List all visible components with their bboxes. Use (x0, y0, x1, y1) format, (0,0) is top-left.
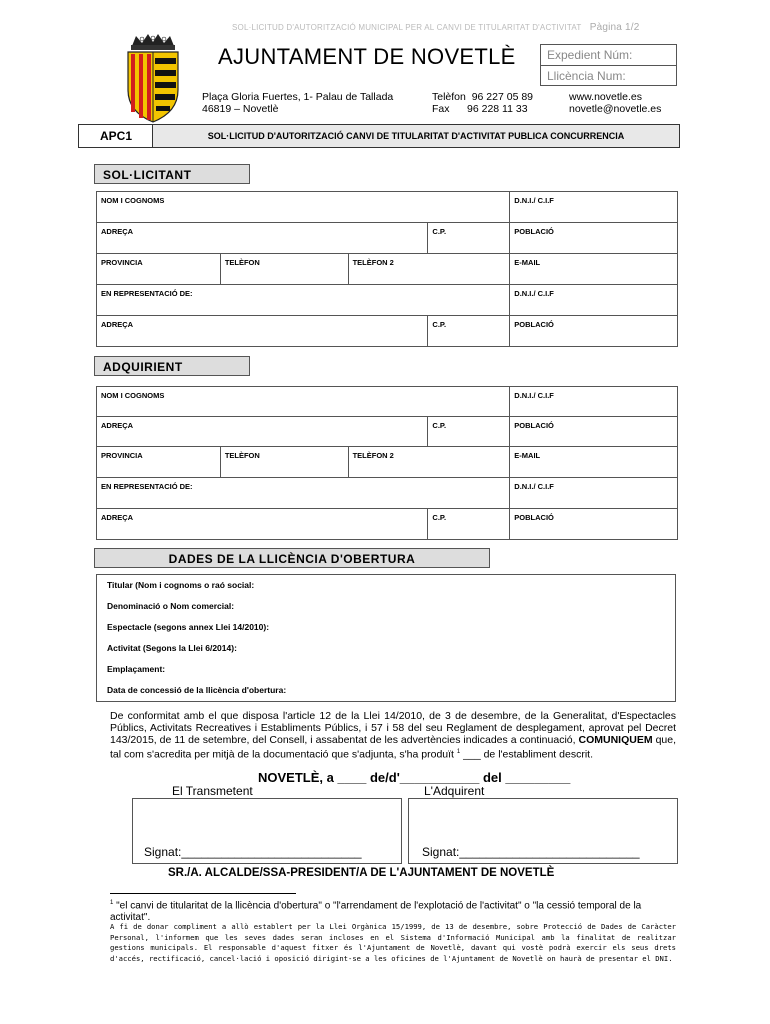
page-number: Pàgina 1/2 (589, 22, 640, 33)
coat-of-arms-logo (118, 32, 188, 124)
adreca-field[interactable]: ADREÇA (97, 223, 428, 254)
llicencia-heading: DADES DE LA LLICÈNCIA D'OBERTURA (94, 548, 490, 568)
telefon-field[interactable]: TELÈFON (220, 447, 348, 478)
cp-field[interactable]: C.P. (428, 417, 510, 447)
poblacio2-field[interactable]: POBLACIÓ (510, 316, 678, 347)
web-block (569, 91, 661, 115)
telefon2-field[interactable]: TELÈFON 2 (348, 447, 510, 478)
llicencia-box (96, 574, 676, 702)
expedient-field[interactable]: Expedient Núm: (541, 45, 676, 66)
transmetent-label: El Transmetent (172, 784, 253, 798)
adquirient-table (96, 386, 678, 540)
addressee: SR./A. ALCALDE/SSA-PRESIDENT/A DE L'AJUNTAMENT DE NOVETLÈ (168, 867, 555, 879)
representacio-field[interactable]: EN REPRESENTACIÓ DE: (97, 285, 510, 316)
signat-adquirent: Signat:___________________________ (422, 845, 640, 859)
adquirent-label: L'Adquirent (424, 784, 485, 798)
adreca2-field[interactable]: ADREÇA (97, 509, 428, 540)
declaration-paragraph (110, 710, 676, 761)
provincia-field[interactable]: PROVINCIA (97, 447, 221, 478)
data-concessio-field[interactable]: Data de concessió de la llicència d'obertura: (107, 685, 287, 695)
dni-field[interactable]: D.N.I./ C.I.F (510, 387, 678, 417)
declaration-tail: ___ de l'establiment descrit. (463, 748, 593, 761)
emplacament-field[interactable]: Emplaçament: (107, 664, 166, 674)
footnote-mark: 1 (110, 900, 114, 906)
phone-block (432, 91, 533, 115)
address-block (202, 91, 393, 115)
declaration-text: De conformitat amb el que disposa l'article 12 de la Llei 14/2010, de 3 de desembre, de la Generalitat, d'Espectacles Públics, Activitats Recreatives i Establiments Públics, i 57 i 58 del seu Reglament de desplegament, aprovat pel Decret 143/2015, de 11 de setembre, del Consell, i assabentat de les advertències indicades a continuació, (110, 710, 676, 746)
titular-field[interactable]: Titular (Nom i cognoms o raó social: (107, 580, 255, 590)
provincia-field[interactable]: PROVINCIA (97, 254, 221, 285)
sollicitant-table (96, 191, 678, 347)
top-line (232, 22, 640, 33)
place-date: NOVETLÈ, a ____ de/d'___________ del _________ (258, 770, 571, 785)
footnote (110, 897, 676, 924)
form-title: SOL·LICITUD D'AUTORITZACIÓ CANVI DE TITULARITAT D'ACTIVITAT PUBLICA CONCURRENCIA (152, 124, 680, 148)
email-link[interactable]: novetle@novetle.es (569, 103, 662, 115)
denominacio-field[interactable]: Denominació o Nom comercial: (107, 601, 235, 611)
dni2-field[interactable]: D.N.I./ C.I.F (510, 478, 678, 509)
sollicitant-heading: SOL·LICITANT (94, 164, 250, 184)
activitat-field[interactable]: Activitat (Segons la Llei 6/2014): (107, 643, 237, 653)
footnote-text: "el canvi de titularitat de la llicència d'obertura" o "l'arrendament de l'explotació de l'activitat" o "la cessió temporal de la activitat". (110, 900, 642, 924)
adreca-field[interactable]: ADREÇA (97, 417, 428, 447)
poblacio-field[interactable]: POBLACIÓ (510, 223, 678, 254)
espectacle-field[interactable]: Espectacle (segons annex Llei 14/2010): (107, 622, 270, 632)
cp2-field[interactable]: C.P. (428, 509, 510, 540)
footnote-divider (110, 893, 296, 894)
cp-field[interactable]: C.P. (428, 223, 510, 254)
footnote-ref: 1 (456, 749, 461, 755)
poblacio2-field[interactable]: POBLACIÓ (510, 509, 678, 540)
email-field[interactable]: E-MAIL (510, 254, 678, 285)
nom-field[interactable]: NOM I COGNOMS (97, 192, 510, 223)
cp2-field[interactable]: C.P. (428, 316, 510, 347)
page-title: AJUNTAMENT DE NOVETLÈ (218, 44, 516, 69)
form-code: APC1 (78, 124, 154, 148)
dni2-field[interactable]: D.N.I./ C.I.F (510, 285, 678, 316)
telefon2-field[interactable]: TELÈFON 2 (348, 254, 510, 285)
adquirient-heading: ADQUIRIENT (94, 356, 250, 376)
form-subtitle: SOL·LICITUD D'AUTORITZACIÓ MUNICIPAL PER AL CANVI DE TITULARITAT D'ACTIVITAT (232, 23, 582, 32)
expedient-box (540, 44, 677, 86)
privacy-notice: A fi de donar compliment a allò establert per la Llei Orgànica 15/1999, de 13 de desembre, sobre Protecció de Dades de Caràcter Personal, l'informem que les seves dades seran incloses en el Sistema d'Informació Municipal amb la finalitat de realitzar gestions municipals. El responsable d'aquest fitxer és l'Ajuntament de Novetlè, davant qui vostè podrà exercir els seus drets d'accés, rectificació, cancel·lació i oposició dirigint-se a les oficines de l'Ajuntament de Novetlè on haurà de presentar el DNI. (110, 922, 676, 963)
adreca2-field[interactable]: ADREÇA (97, 316, 428, 347)
email-field[interactable]: E-MAIL (510, 447, 678, 478)
phone-line: Telèfon 96 227 05 89 (432, 91, 534, 103)
postal-line: 46819 – Novetlè (202, 103, 279, 115)
llicencia-field[interactable]: Llicència Num: (547, 69, 626, 83)
signat-transmetent: Signat:___________________________ (144, 845, 362, 859)
website-link[interactable]: www.novetle.es (569, 91, 642, 103)
nom-field[interactable]: NOM I COGNOMS (97, 387, 510, 417)
declaration-end: que, tal com s'acredita per mitjà de la documentació que s'adjunta, s'ha produït (110, 734, 677, 761)
declaration-bold: COMUNIQUEM (578, 734, 653, 746)
poblacio-field[interactable]: POBLACIÓ (510, 417, 678, 447)
address-line: Plaça Gloria Fuertes, 1- Palau de Tallada (202, 91, 394, 103)
representacio-field[interactable]: EN REPRESENTACIÓ DE: (97, 478, 510, 509)
dni-field[interactable]: D.N.I./ C.I.F (510, 192, 678, 223)
telefon-field[interactable]: TELÈFON (220, 254, 348, 285)
fax-line: Fax 96 228 11 33 (432, 103, 528, 115)
